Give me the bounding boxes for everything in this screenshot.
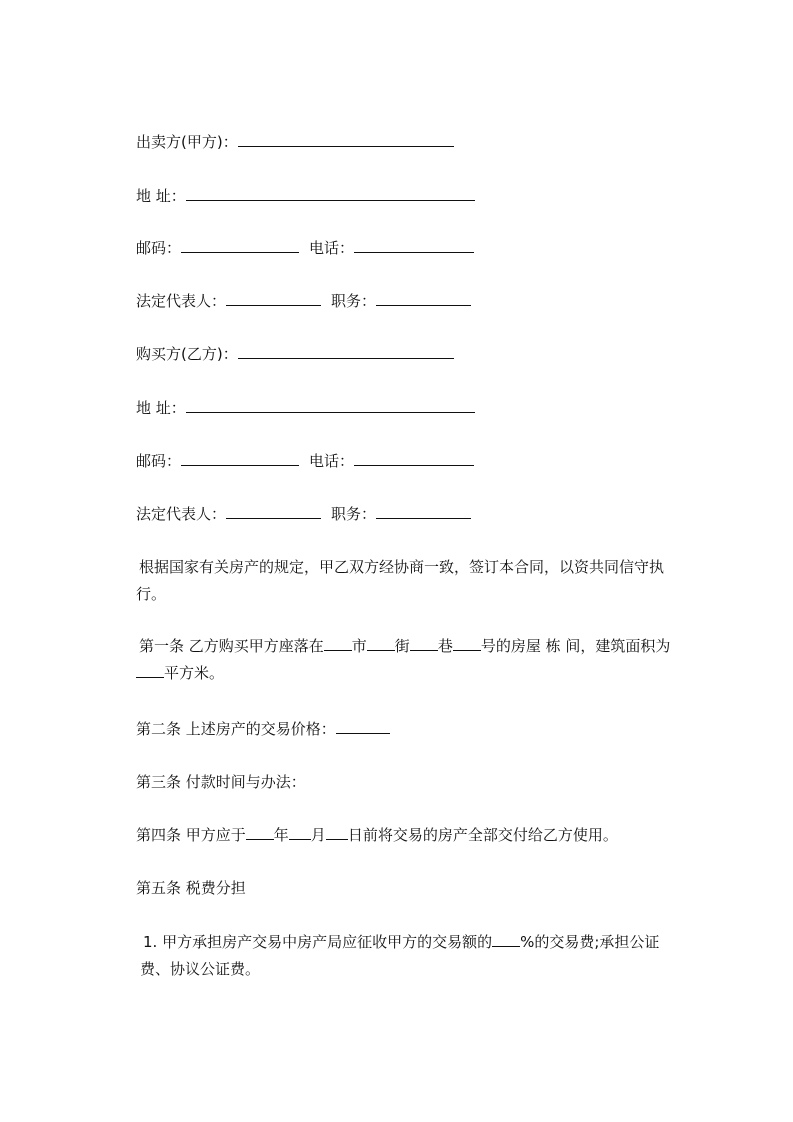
buyer-rep-row [136,504,471,524]
article-1-text-b: 市 [351,637,367,655]
buyer-title-label: 职务： [331,505,377,523]
seller-contact-row [136,238,474,258]
seller-rep-row [136,291,471,311]
item-1-text-b: %的交易费;承担公证费、协议公证费。 [140,933,660,978]
article-5-text: 第五条 税费分担 [136,879,246,897]
seller-rep-label: 法定代表人： [136,292,227,310]
seller-title-label: 职务： [331,292,377,310]
buyer-address-field[interactable] [186,398,475,413]
buyer-postcode-field[interactable] [181,451,299,466]
seller-postcode-field[interactable] [181,238,299,253]
buyer-contact-row [136,451,474,471]
seller-phone-field[interactable] [354,238,474,253]
buyer-address-label: 地 址： [136,399,186,417]
item-1-text-a: 1. 甲方承担房产交易中房产局应征收甲方的交易额的 [143,933,493,951]
buyer-phone-label: 电话： [309,452,355,470]
preamble-text: 根据国家有关房产的规定，甲乙双方经协商一致，签订本合同，以资共同信守执行。 [136,558,665,603]
article-2-text: 第二条 上述房产的交易价格： [136,720,336,738]
buyer-rep-field[interactable] [226,504,321,519]
preamble-paragraph [136,554,684,608]
article-4-day-field[interactable] [326,825,348,840]
buyer-row [136,344,454,364]
seller-label: 出卖方(甲方)： [136,133,238,151]
buyer-label: 购买方(乙方)： [136,345,238,363]
article-4-text-b: 年 [273,826,289,844]
seller-address-label: 地 址： [136,187,186,205]
article-1-text-a: 第一条 乙方购买甲方座落在 [139,637,324,655]
seller-phone-label: 电话： [309,239,355,257]
article-3-row [136,772,306,792]
article-4-text-c: 月 [310,826,326,844]
item-1-rate-field[interactable] [492,932,520,947]
article-2-price-field[interactable] [336,719,390,734]
article-1-area-field[interactable] [136,663,164,678]
seller-title-field[interactable] [376,291,471,306]
article-3-text: 第三条 付款时间与办法： [136,773,306,791]
buyer-address-row [136,398,475,418]
article-1-lane-field[interactable] [410,636,438,651]
seller-name-field[interactable] [238,132,454,147]
article-1-text-e: 号的房屋 栋 间，建筑面积为 [480,637,671,655]
article-1-number-field[interactable] [453,636,481,651]
article-1-city-field[interactable] [324,636,352,651]
seller-address-row [136,186,475,206]
article-4-row [136,825,618,845]
article-5-row [136,878,246,898]
buyer-rep-label: 法定代表人： [136,505,227,523]
article-1-street-field[interactable] [367,636,395,651]
article-4-text-d: 日前将交易的房产全部交付给乙方使用。 [347,826,618,844]
seller-row [136,132,454,152]
seller-postcode-label: 邮码： [136,239,182,257]
article-2-row [136,719,390,739]
article-4-text-a: 第四条 甲方应于 [136,826,246,844]
article-1-text-c: 街 [394,637,410,655]
buyer-name-field[interactable] [238,344,454,359]
article-1-text-f: 平方米。 [164,664,225,682]
buyer-title-field[interactable] [376,504,471,519]
article-1-text-d: 巷 [437,637,453,655]
item-1-paragraph [140,929,684,983]
seller-rep-field[interactable] [226,291,321,306]
buyer-phone-field[interactable] [354,451,474,466]
seller-address-field[interactable] [186,186,475,201]
article-4-year-field[interactable] [246,825,274,840]
article-1-paragraph [136,633,684,687]
article-4-month-field[interactable] [289,825,311,840]
buyer-postcode-label: 邮码： [136,452,182,470]
